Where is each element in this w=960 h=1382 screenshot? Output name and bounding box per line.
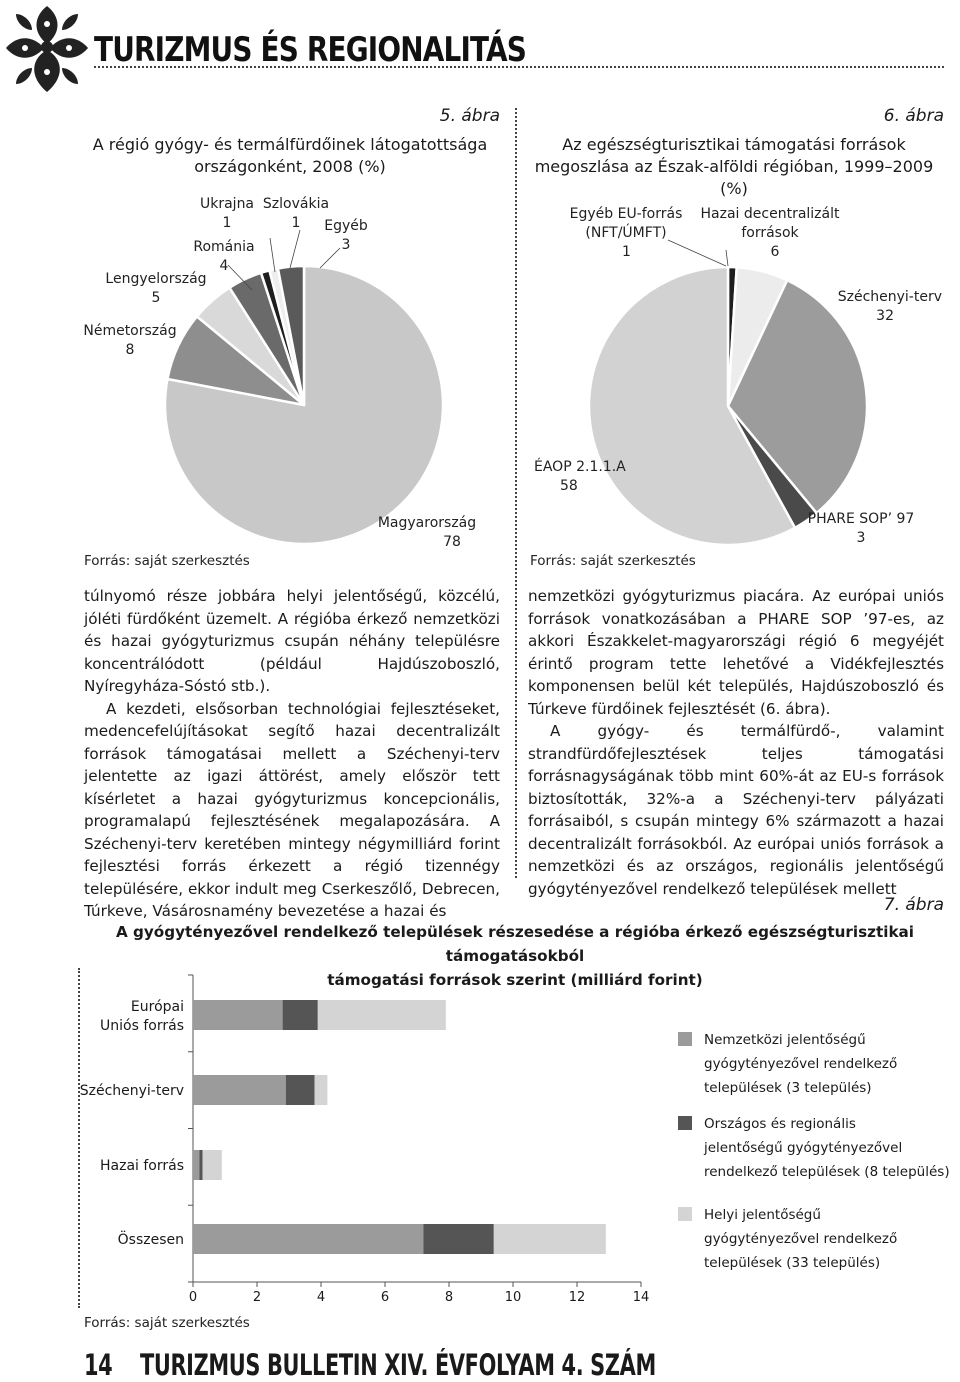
bar-segment (193, 1075, 286, 1105)
bar-segment (203, 1150, 222, 1180)
fig7-x-axis-labels (0, 1290, 700, 1310)
legend-swatch (678, 1207, 692, 1221)
bar-segment (193, 1150, 199, 1180)
journal-title: TURIZMUS BULLETIN XIV. ÉVFOLYAM 4. SZÁM (139, 1348, 656, 1382)
paragraph: túlnyomó része jobbára helyi jelentőségű, közcélú, jóléti fürdőként üzemelt. A régióba érkező nemzetközi és hazai gyógyturizmus csupán néhány településre koncentrálódott (például Hajdúszoboszló, Nyíregyháza-Sóstó stb.). (84, 587, 500, 695)
x-tick-label: 2 (252, 1290, 262, 1305)
legend-item: Nemzetközi jelentőségű gyógytényezővel rendelkező települések (3 település) (678, 1028, 958, 1120)
x-tick-label: 6 (380, 1290, 390, 1305)
x-tick-label: 4 (316, 1290, 326, 1305)
paragraph: A gyógy- és termálfürdő-, valamint strandfürdőfejlesztések teljes támogatási forrásnagyságának több mint 60%-át az EU-s források biztosították, 32%-a a Széchenyi-terv pályázati forrásaiból, s csupán mintegy 6% származott a hazai decentralizált forrásokból. Az európai uniós források a nemzetközi és az országos, regionális jelentőségű gyógytényezővel rendelkező települések mellett (528, 722, 944, 898)
x-tick-label: 0 (188, 1290, 198, 1305)
paragraph: nemzetközi gyógyturizmus piacára. Az európai uniós források vonatkozásában a PHARE SOP ’97-es, az akkori Északkelet-magyarországi régió 6 megyéjét érintő program tette lehetővé a Vidékfejlesztés komponensen belül két település, Hajdúszoboszló és Túrkeve fürdőinek fejlesztését (6. ábra). (528, 587, 944, 718)
fig6-label-phare: PHARE SOP’ 97 3 (807, 511, 915, 546)
fig7-ytick-szechenyi: Széchenyi-terv (79, 1083, 184, 1099)
fig5-label-magyarorszag: Magyarország 78 (377, 515, 477, 550)
fig5-label-romania: Románia 4 (193, 239, 255, 274)
fig5-label-nemetorszag: Németország 8 (83, 323, 177, 358)
legend-item: Országos és regionális jelentőségű gyógytényezővel rendelkező települések (8 település) (678, 1112, 958, 1189)
bar-segment (199, 1150, 202, 1180)
x-tick-label: 8 (444, 1290, 454, 1305)
fig6-label-eaop: ÉAOP 2.1.1.A 58 (534, 459, 626, 494)
fig5-title: A régió gyógy- és termálfürdőinek látogatottsága országonként, 2008 (%) (92, 135, 488, 176)
running-title: TURIZMUS ÉS REGIONALITÁS (94, 30, 527, 70)
x-tick-label: 10 (504, 1290, 522, 1305)
x-tick-label: 12 (568, 1290, 586, 1305)
fig7-legend (678, 1028, 958, 1283)
bar-segment (494, 1224, 606, 1254)
fig6-number: 6. ábra (883, 106, 944, 126)
fig5-label-szlovakia: Szlovákia 1 (262, 196, 330, 231)
paragraph: A kezdeti, elsősorban technológiai fejlesztéseket, medencefelújításokat segítő hazai decentralizált források támogatásai mellett a Széchenyi-terv jelentette az igazi áttörést, amely először tett kísérletet a hazai gyógyturizmus koncepcionális, programalapú fejlesztésének megalapozására. A Széchenyi-terv keretében mintegy négymilliárd forint fejlesztési forrás érkezett a régió tizennégy településére, ekkor indult meg Cserkeszőlő, Debrecen, Túrkeve, Vásárosnamény bevezetése a hazai és (84, 699, 500, 920)
bar-segment (283, 1000, 318, 1030)
fig6-label-hazai: Hazai decentralizált források 6 (700, 206, 840, 260)
fig7-ytick-osszesen: Összesen (117, 1232, 184, 1248)
bar-segment (423, 1224, 493, 1254)
bar-segment (193, 1000, 283, 1030)
fig6-label-egyeb-eu: Egyéb EU-forrás (NFT/ÚMFT) 1 (569, 206, 683, 260)
legend-item: Helyi jelentőségű gyógytényezővel rendelkező települések (33 település) (678, 1203, 958, 1283)
bar-segment (193, 1224, 423, 1254)
fig5-source: Forrás: saját szerkesztés (84, 553, 250, 569)
fig6-label-szechenyi: Széchenyi-terv 32 (837, 289, 942, 324)
bar-segment (315, 1075, 328, 1105)
bar-segment (286, 1075, 315, 1105)
fig7-source: Forrás: saját szerkesztés (84, 1315, 250, 1331)
x-tick-label: 14 (632, 1290, 650, 1305)
fig5-label-ukrajna: Ukrajna 1 (199, 196, 255, 231)
legend-swatch (678, 1116, 692, 1130)
fig5-label-lengyelorszag: Lengyelország 5 (105, 271, 207, 306)
fig7-title: A gyógytényezővel rendelkező települések részesedése a régióba érkező egészségturisztikai támogatásokból támogatási források szerint (milliárd forint) (115, 923, 914, 989)
fig7-number: 7. ábra (883, 895, 944, 915)
bar-segment (318, 1000, 446, 1030)
page-number: 14 (84, 1348, 113, 1382)
legend-swatch (678, 1032, 692, 1046)
fig7-ytick-eu: Európai Uniós forrás (100, 999, 184, 1034)
fig7-ytick-hazai: Hazai forrás (99, 1158, 184, 1174)
fig5-label-egyeb: Egyéb 3 (324, 218, 368, 253)
page-footer (84, 1348, 656, 1382)
fig6-title: Az egészségturisztikai támogatási források megoszlása az Észak-alföldi régióban, 1999–2009 (%) (534, 135, 934, 198)
fig6-source: Forrás: saját szerkesztés (530, 553, 696, 569)
fig5-number: 5. ábra (439, 106, 500, 126)
